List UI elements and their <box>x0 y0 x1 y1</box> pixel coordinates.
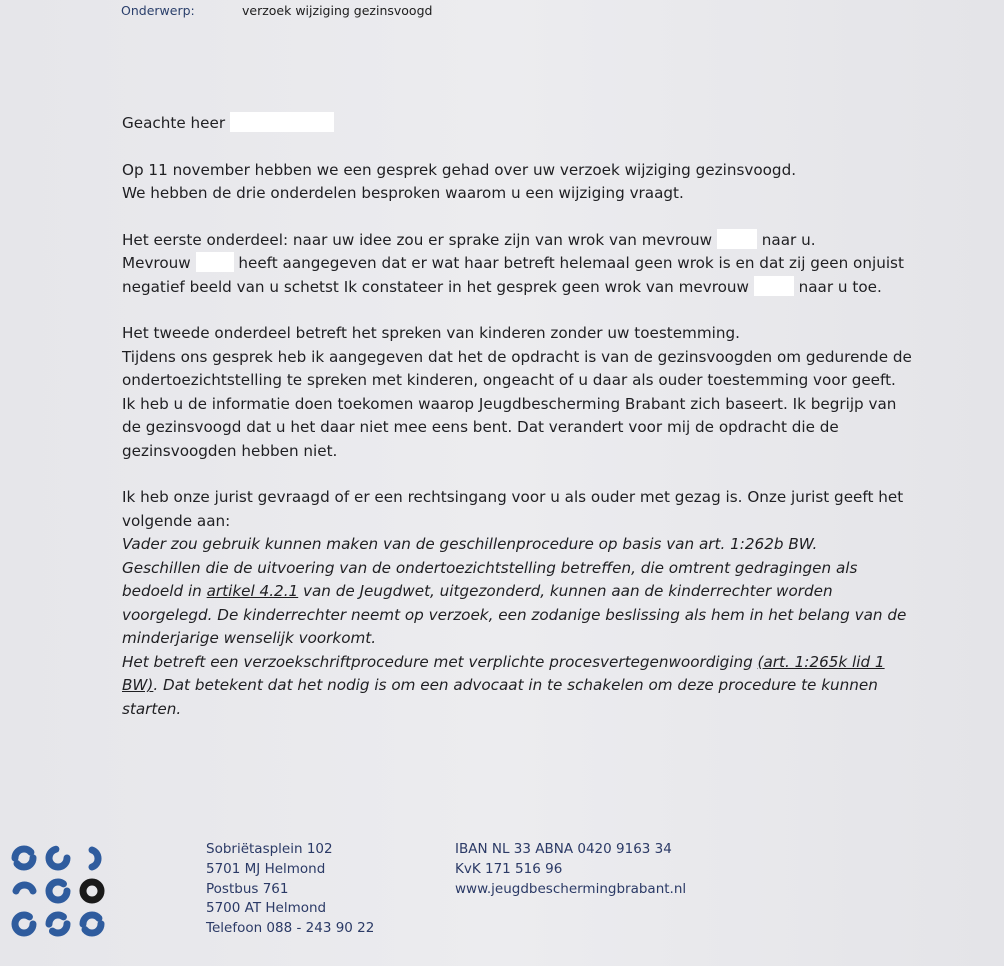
salutation-text: Geachte heer <box>122 114 226 132</box>
redaction <box>196 252 234 272</box>
jeugdbescherming-logo-icon <box>8 842 108 942</box>
law-link-bw[interactable]: BW) <box>122 676 154 694</box>
footer-address <box>206 840 374 939</box>
paragraph-3-line-2: Tijdens ons gesprek heb ik aangegeven dat het de opdracht is van de gezinsvoogden om gedurende de <box>122 347 912 366</box>
address-line: Sobriëtasplein 102 <box>206 841 333 857</box>
iban-line: IBAN NL 33 ABNA 0420 9163 34 <box>455 841 672 857</box>
address-line: Postbus 761 <box>206 880 289 897</box>
quote-line-5: minderjarige wenselijk voorkomt. <box>122 629 377 647</box>
quote-line-2: Geschillen die de uitvoering van de ondertoezichtstelling betreffen, die omtrent gedragingen als <box>122 558 858 577</box>
redaction <box>230 112 334 132</box>
address-line: 5700 AT Helmond <box>206 900 327 917</box>
subject-line <box>121 3 432 18</box>
paragraph-3-line-4: Ik heb u de informatie doen toekomen waarop Jeugdbescherming Brabant zich baseert. Ik begrijp van <box>122 394 897 413</box>
text: heeft aangegeven dat er wat haar betreft helemaal geen wrok is en dat zij geen onjuist <box>238 254 904 272</box>
quote-line-4: voorgelegd. De kinderrechter neemt op verzoek, een zodanige beslissing als hem in het belang van de <box>122 605 907 624</box>
paragraph-2-line-2 <box>122 252 912 276</box>
paragraph-3-line-6: gezinsvoogden hebben niet. <box>122 441 338 460</box>
paragraph-4-line-2: volgende aan: <box>122 511 231 530</box>
paragraph-3-line-5: de gezinsvoogd dat u het daar niet mee eens bent. Dat verandert voor mij de opdracht die de <box>122 418 839 436</box>
paragraph-1-line-1: Op 11 november hebben we een gesprek gehad over uw verzoek wijziging gezinsvoogd. <box>122 160 797 179</box>
website-link[interactable]: www.jeugdbeschermingbrabant.nl <box>455 880 687 897</box>
salutation <box>122 112 912 136</box>
quote-line-3 <box>122 580 912 604</box>
text: naar u toe. <box>798 277 882 296</box>
paragraph-3-line-1: Het tweede onderdeel betreft het spreken van kinderen zonder uw toestemming. <box>122 324 740 342</box>
text: negatief beeld van u schetst Ik constateer in het gesprek geen wrok van mevrouw <box>122 277 749 296</box>
kvk-line: KvK 171 516 96 <box>455 860 563 877</box>
text: Mevrouw <box>122 254 191 272</box>
paragraph-2-line-1 <box>122 229 912 253</box>
law-link-artikel[interactable]: artikel 4.2.1 <box>206 582 299 600</box>
paragraph-2-line-3 <box>122 276 912 300</box>
redaction <box>754 276 794 296</box>
law-link-art[interactable]: (art. 1:265k lid 1 <box>757 652 885 671</box>
address-line: 5701 MJ Helmond <box>206 860 326 877</box>
text: Het betreft een verzoekschriftprocedure met verplichte procesvertegenwoordiging <box>122 652 753 671</box>
letter-body <box>122 112 912 721</box>
phone-line: Telefoon 088 - 243 90 22 <box>206 920 375 937</box>
text: Het eerste onderdeel: naar uw idee zou er sprake zijn van wrok van mevrouw <box>122 230 713 249</box>
text: . Dat betekent dat het nodig is om een advocaat in te schakelen om deze procedure te kunnen <box>153 676 878 694</box>
footer-bank <box>455 840 686 899</box>
redaction <box>717 229 757 249</box>
subject-value: verzoek wijziging gezinsvoogd <box>242 3 433 18</box>
quote-line-6 <box>122 651 912 675</box>
quote-line-7 <box>122 674 912 698</box>
quote-line-8: starten. <box>122 699 182 718</box>
text: van de Jeugdwet, uitgezonderd, kunnen aan de kinderrechter worden <box>303 582 833 600</box>
paragraph-1-line-2: We hebben de drie onderdelen besproken waarom u een wijziging vraagt. <box>122 184 684 202</box>
subject-label: Onderwerp: <box>121 3 195 18</box>
quote-line-1: Vader zou gebruik kunnen maken van de geschillenprocedure op basis van art. 1:262b BW. <box>122 535 818 553</box>
paragraph-4-line-1: Ik heb onze jurist gevraagd of er een rechtsingang voor u als ouder met gezag is. Onze jurist geeft het <box>122 488 904 506</box>
paragraph-3-line-3: ondertoezichtstelling te spreken met kinderen, ongeacht of u daar als ouder toestemming voor geeft. <box>122 371 896 389</box>
text: naar u. <box>761 230 816 249</box>
text: bedoeld in <box>122 582 202 600</box>
